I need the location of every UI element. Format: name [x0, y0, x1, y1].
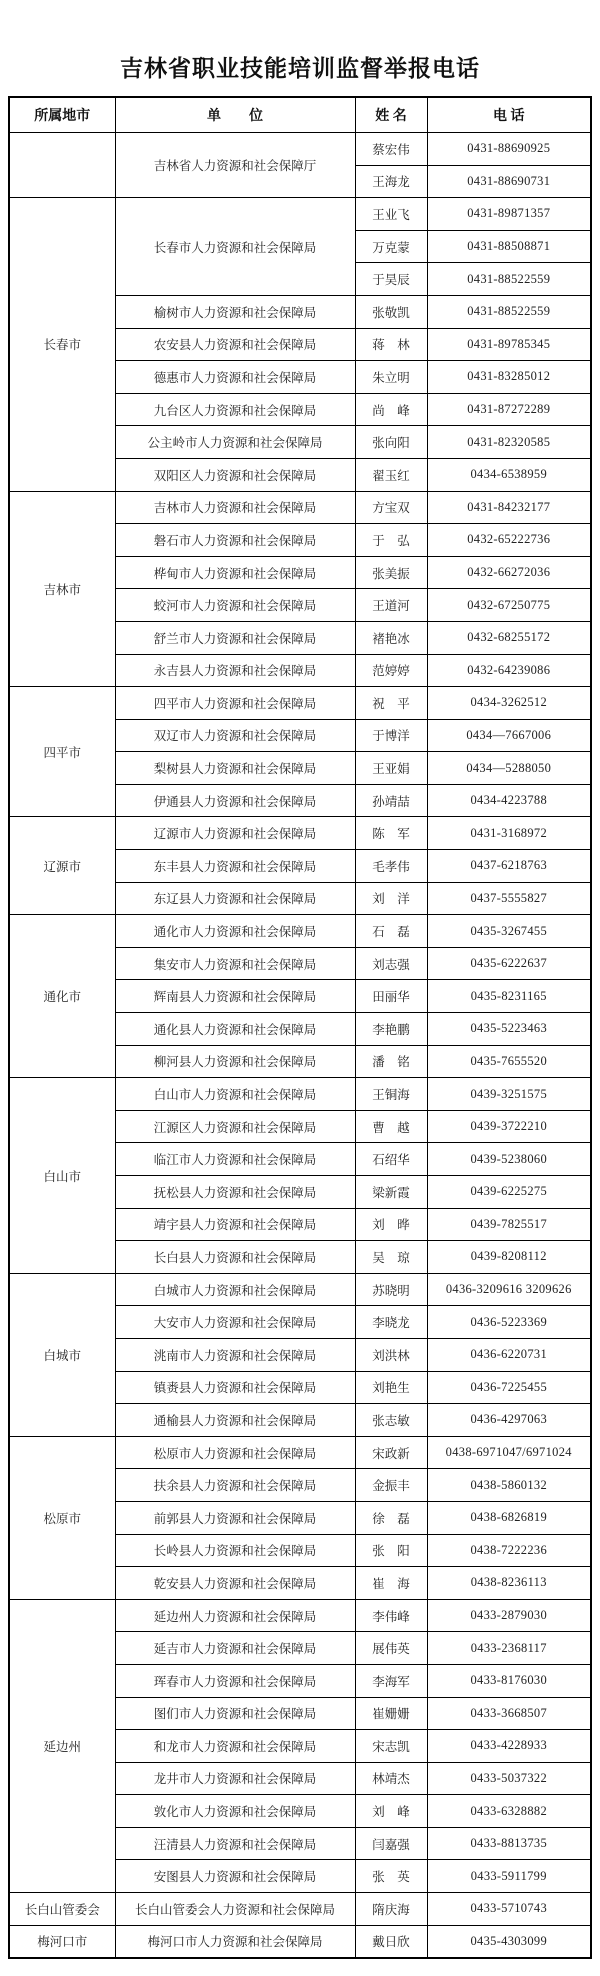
name-cell: 吴 琼	[355, 1241, 427, 1274]
unit-cell: 通化县人力资源和社会保障局	[115, 1013, 355, 1046]
phone-cell: 0433-6328882	[427, 1795, 591, 1828]
unit-cell: 汪清县人力资源和社会保障局	[115, 1827, 355, 1860]
phone-cell: 0438-5860132	[427, 1469, 591, 1502]
phone-cell: 0431-3168972	[427, 817, 591, 850]
phone-cell: 0433-2368117	[427, 1632, 591, 1665]
unit-cell: 白山市人力资源和社会保障局	[115, 1078, 355, 1111]
unit-cell: 东辽县人力资源和社会保障局	[115, 882, 355, 915]
unit-cell: 长白县人力资源和社会保障局	[115, 1241, 355, 1274]
table-row	[9, 1925, 591, 1958]
name-cell: 万克蒙	[355, 230, 427, 263]
phone-cell: 0439-7825517	[427, 1208, 591, 1241]
phone-cell: 0431-88522559	[427, 263, 591, 296]
phone-cell: 0439-3722210	[427, 1110, 591, 1143]
unit-cell: 吉林市人力资源和社会保障局	[115, 491, 355, 524]
name-cell: 李伟峰	[355, 1599, 427, 1632]
unit-cell: 抚松县人力资源和社会保障局	[115, 1176, 355, 1209]
phone-cell: 0431-83285012	[427, 361, 591, 394]
name-cell: 张向阳	[355, 426, 427, 459]
name-cell: 苏晓明	[355, 1273, 427, 1306]
unit-cell: 双辽市人力资源和社会保障局	[115, 719, 355, 752]
region-cell: 四平市	[9, 687, 115, 817]
unit-cell: 永吉县人力资源和社会保障局	[115, 654, 355, 687]
unit-cell: 龙井市人力资源和社会保障局	[115, 1762, 355, 1795]
unit-cell: 延边州人力资源和社会保障局	[115, 1599, 355, 1632]
phone-cell: 0433-8813735	[427, 1827, 591, 1860]
unit-cell: 榆树市人力资源和社会保障局	[115, 295, 355, 328]
unit-cell: 靖宇县人力资源和社会保障局	[115, 1208, 355, 1241]
name-cell: 孙靖喆	[355, 784, 427, 817]
phone-cell: 0439-8208112	[427, 1241, 591, 1274]
table-row	[9, 687, 591, 720]
phone-cell: 0432-64239086	[427, 654, 591, 687]
phone-cell: 0438-6971047/6971024	[427, 1436, 591, 1469]
name-cell: 张 英	[355, 1860, 427, 1893]
phone-cell: 0431-87272289	[427, 393, 591, 426]
phone-cell: 0436-7225455	[427, 1371, 591, 1404]
region-cell: 梅河口市	[9, 1925, 115, 1958]
unit-cell: 江源区人力资源和社会保障局	[115, 1110, 355, 1143]
phone-table	[8, 96, 592, 1959]
name-cell: 刘志强	[355, 947, 427, 980]
unit-cell: 双阳区人力资源和社会保障局	[115, 458, 355, 491]
name-cell: 尚 峰	[355, 393, 427, 426]
phone-cell: 0434-4223788	[427, 784, 591, 817]
table-row	[9, 1436, 591, 1469]
name-cell: 范婷婷	[355, 654, 427, 687]
name-cell: 田丽华	[355, 980, 427, 1013]
phone-cell: 0433-5710743	[427, 1893, 591, 1926]
unit-cell: 农安县人力资源和社会保障局	[115, 328, 355, 361]
name-cell: 李海军	[355, 1664, 427, 1697]
name-cell: 蒋 林	[355, 328, 427, 361]
table-row	[9, 1599, 591, 1632]
phone-cell: 0432-65222736	[427, 524, 591, 557]
unit-cell: 和龙市人力资源和社会保障局	[115, 1730, 355, 1763]
name-cell: 潘 铭	[355, 1045, 427, 1078]
name-cell: 李晓龙	[355, 1306, 427, 1339]
name-cell: 隋庆海	[355, 1893, 427, 1926]
phone-cell: 0432-67250775	[427, 589, 591, 622]
unit-cell: 敦化市人力资源和社会保障局	[115, 1795, 355, 1828]
name-cell: 徐 磊	[355, 1501, 427, 1534]
unit-cell: 梨树县人力资源和社会保障局	[115, 752, 355, 785]
unit-cell: 白城市人力资源和社会保障局	[115, 1273, 355, 1306]
name-cell: 于博洋	[355, 719, 427, 752]
phone-cell: 0437-5555827	[427, 882, 591, 915]
name-cell: 宋政新	[355, 1436, 427, 1469]
name-cell: 王亚娟	[355, 752, 427, 785]
unit-cell: 安图县人力资源和社会保障局	[115, 1860, 355, 1893]
phone-cell: 0431-88690925	[427, 133, 591, 166]
unit-cell: 磐石市人力资源和社会保障局	[115, 524, 355, 557]
phone-cell: 0439-3251575	[427, 1078, 591, 1111]
table-row	[9, 1893, 591, 1926]
table-row	[9, 133, 591, 166]
name-cell: 金振丰	[355, 1469, 427, 1502]
region-cell: 长白山管委会	[9, 1893, 115, 1926]
region-cell: 白城市	[9, 1273, 115, 1436]
phone-cell: 0433-4228933	[427, 1730, 591, 1763]
name-cell: 梁新霞	[355, 1176, 427, 1209]
unit-cell: 临江市人力资源和社会保障局	[115, 1143, 355, 1176]
header-region: 所属地市	[9, 97, 115, 133]
name-cell: 崔姗姗	[355, 1697, 427, 1730]
name-cell: 方宝双	[355, 491, 427, 524]
unit-cell: 延吉市人力资源和社会保障局	[115, 1632, 355, 1665]
name-cell: 展伟英	[355, 1632, 427, 1665]
phone-cell: 0435-4303099	[427, 1925, 591, 1958]
name-cell: 陈 军	[355, 817, 427, 850]
name-cell: 褚艳冰	[355, 621, 427, 654]
region-cell: 延边州	[9, 1599, 115, 1892]
table-row	[9, 915, 591, 948]
phone-cell: 0434-3262512	[427, 687, 591, 720]
phone-cell: 0433-5911799	[427, 1860, 591, 1893]
phone-cell: 0433-3668507	[427, 1697, 591, 1730]
name-cell: 张志敏	[355, 1404, 427, 1437]
name-cell: 王道河	[355, 589, 427, 622]
unit-cell: 九台区人力资源和社会保障局	[115, 393, 355, 426]
phone-cell: 0432-66272036	[427, 556, 591, 589]
name-cell: 张美振	[355, 556, 427, 589]
unit-cell: 珲春市人力资源和社会保障局	[115, 1664, 355, 1697]
table-row	[9, 198, 591, 231]
name-cell: 祝 平	[355, 687, 427, 720]
name-cell: 于 弘	[355, 524, 427, 557]
region-cell: 通化市	[9, 915, 115, 1078]
name-cell: 曹 越	[355, 1110, 427, 1143]
unit-cell: 松原市人力资源和社会保障局	[115, 1436, 355, 1469]
region-cell: 辽源市	[9, 817, 115, 915]
name-cell: 林靖杰	[355, 1762, 427, 1795]
name-cell: 翟玉红	[355, 458, 427, 491]
region-cell: 吉林市	[9, 491, 115, 687]
phone-cell: 0439-5238060	[427, 1143, 591, 1176]
unit-cell: 伊通县人力资源和社会保障局	[115, 784, 355, 817]
phone-cell: 0435-8231165	[427, 980, 591, 1013]
phone-cell: 0431-89871357	[427, 198, 591, 231]
phone-cell: 0436-4297063	[427, 1404, 591, 1437]
page-title: 吉林省职业技能培训监督举报电话	[120, 56, 480, 81]
phone-cell: 0433-8176030	[427, 1664, 591, 1697]
region-cell: 松原市	[9, 1436, 115, 1599]
unit-cell: 长白山管委会人力资源和社会保障局	[115, 1893, 355, 1926]
name-cell: 宋志凯	[355, 1730, 427, 1763]
phone-cell: 0431-88508871	[427, 230, 591, 263]
unit-cell: 四平市人力资源和社会保障局	[115, 687, 355, 720]
phone-cell: 0436-3209616 3209626	[427, 1273, 591, 1306]
unit-cell: 镇赉县人力资源和社会保障局	[115, 1371, 355, 1404]
phone-cell: 0433-5037322	[427, 1762, 591, 1795]
unit-cell: 德惠市人力资源和社会保障局	[115, 361, 355, 394]
name-cell: 闫嘉强	[355, 1827, 427, 1860]
unit-cell: 辽源市人力资源和社会保障局	[115, 817, 355, 850]
unit-cell: 桦甸市人力资源和社会保障局	[115, 556, 355, 589]
phone-cell: 0436-5223369	[427, 1306, 591, 1339]
unit-cell: 东丰县人力资源和社会保障局	[115, 850, 355, 883]
header-unit: 单 位	[115, 97, 355, 133]
unit-cell: 辉南县人力资源和社会保障局	[115, 980, 355, 1013]
unit-cell: 集安市人力资源和社会保障局	[115, 947, 355, 980]
name-cell: 石 磊	[355, 915, 427, 948]
name-cell: 朱立明	[355, 361, 427, 394]
unit-cell: 乾安县人力资源和社会保障局	[115, 1567, 355, 1600]
phone-cell: 0434—5288050	[427, 752, 591, 785]
name-cell: 张敬凯	[355, 295, 427, 328]
phone-cell: 0431-84232177	[427, 491, 591, 524]
name-cell: 崔 海	[355, 1567, 427, 1600]
table-row	[9, 817, 591, 850]
unit-cell: 扶余县人力资源和社会保障局	[115, 1469, 355, 1502]
name-cell: 刘 峰	[355, 1795, 427, 1828]
unit-cell: 通榆县人力资源和社会保障局	[115, 1404, 355, 1437]
table-row	[9, 1078, 591, 1111]
unit-cell: 图们市人力资源和社会保障局	[115, 1697, 355, 1730]
phone-cell: 0435-6222637	[427, 947, 591, 980]
phone-cell: 0431-82320585	[427, 426, 591, 459]
unit-cell: 洮南市人力资源和社会保障局	[115, 1338, 355, 1371]
name-cell: 王海龙	[355, 165, 427, 198]
phone-cell: 0438-6826819	[427, 1501, 591, 1534]
name-cell: 王铜海	[355, 1078, 427, 1111]
table-row	[9, 491, 591, 524]
unit-cell: 梅河口市人力资源和社会保障局	[115, 1925, 355, 1958]
phone-cell: 0435-7655520	[427, 1045, 591, 1078]
phone-cell: 0438-8236113	[427, 1567, 591, 1600]
header-phone: 电 话	[427, 97, 591, 133]
region-cell: 白山市	[9, 1078, 115, 1274]
name-cell: 李艳鹏	[355, 1013, 427, 1046]
phone-cell: 0435-5223463	[427, 1013, 591, 1046]
phone-cell: 0435-3267455	[427, 915, 591, 948]
unit-cell: 吉林省人力资源和社会保障厅	[115, 133, 355, 198]
unit-cell: 大安市人力资源和社会保障局	[115, 1306, 355, 1339]
name-cell: 刘洪林	[355, 1338, 427, 1371]
header-name: 姓 名	[355, 97, 427, 133]
phone-cell: 0439-6225275	[427, 1176, 591, 1209]
name-cell: 毛孝伟	[355, 850, 427, 883]
region-cell: 长春市	[9, 198, 115, 491]
name-cell: 刘艳生	[355, 1371, 427, 1404]
name-cell: 于昊辰	[355, 263, 427, 296]
phone-cell: 0437-6218763	[427, 850, 591, 883]
table-body	[9, 133, 591, 1959]
region-cell	[9, 133, 115, 198]
unit-cell: 舒兰市人力资源和社会保障局	[115, 621, 355, 654]
unit-cell: 前郭县人力资源和社会保障局	[115, 1501, 355, 1534]
header-row	[9, 97, 591, 133]
unit-cell: 柳河县人力资源和社会保障局	[115, 1045, 355, 1078]
name-cell: 蔡宏伟	[355, 133, 427, 166]
unit-cell: 长春市人力资源和社会保障局	[115, 198, 355, 296]
name-cell: 刘 晔	[355, 1208, 427, 1241]
phone-cell: 0438-7222236	[427, 1534, 591, 1567]
phone-cell: 0431-88522559	[427, 295, 591, 328]
phone-cell: 0432-68255172	[427, 621, 591, 654]
phone-cell: 0431-88690731	[427, 165, 591, 198]
name-cell: 刘 洋	[355, 882, 427, 915]
name-cell: 戴日欣	[355, 1925, 427, 1958]
phone-cell: 0434—7667006	[427, 719, 591, 752]
phone-cell: 0433-2879030	[427, 1599, 591, 1632]
unit-cell: 公主岭市人力资源和社会保障局	[115, 426, 355, 459]
name-cell: 石绍华	[355, 1143, 427, 1176]
table-row	[9, 1273, 591, 1306]
unit-cell: 蛟河市人力资源和社会保障局	[115, 589, 355, 622]
unit-cell: 通化市人力资源和社会保障局	[115, 915, 355, 948]
phone-cell: 0436-6220731	[427, 1338, 591, 1371]
unit-cell: 长岭县人力资源和社会保障局	[115, 1534, 355, 1567]
name-cell: 张 阳	[355, 1534, 427, 1567]
phone-cell: 0431-89785345	[427, 328, 591, 361]
phone-cell: 0434-6538959	[427, 458, 591, 491]
table-header	[9, 97, 591, 133]
name-cell: 王业飞	[355, 198, 427, 231]
